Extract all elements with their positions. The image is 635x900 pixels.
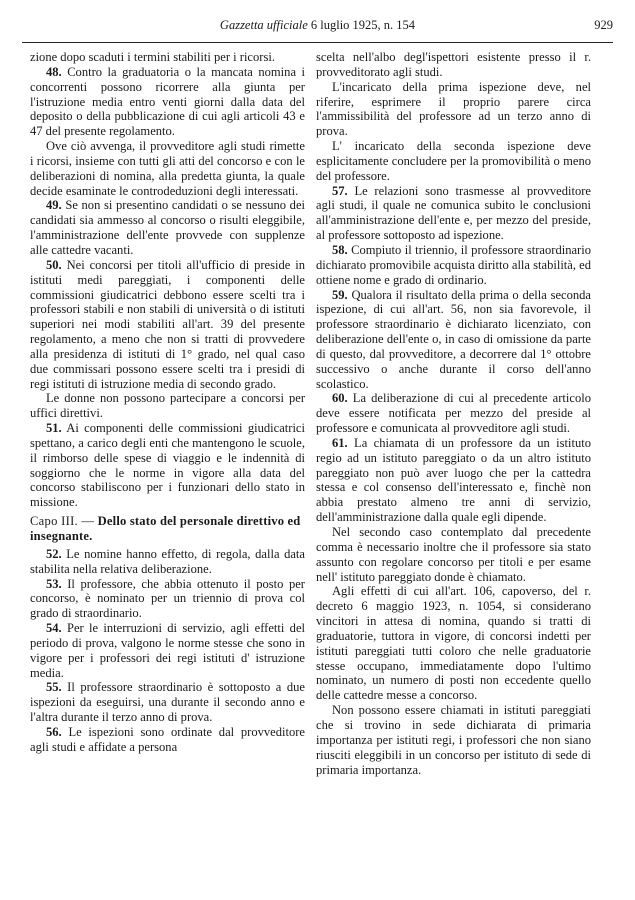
header-title-date: 6 luglio 1925, n. 154 (307, 18, 416, 32)
article-text: Ai componenti delle commissioni giudicatrici spettano, a carico degli enti che mantengono le scuole, il rimborso delle spese di viaggio e le indennità di soggiorno che le norme in vigore alla data del concorso stabiliscono per i funzionari dello stato in missione. (30, 421, 305, 510)
page-number: 929 (594, 18, 613, 32)
article-number: 53. (46, 576, 62, 591)
chapter-title: Dello stato del personale direttivo ed insegnante. (30, 514, 301, 543)
article-49 (30, 198, 305, 257)
article-text: Le ispezioni sono ordinate dal provveditore agli studi e affidate a persona (30, 724, 305, 754)
article-text: Qualora il risultato della prima o della seconda ispezione, di cui all'art. 56, non sia favorevole, il professore straordinario è dichiarato licenziato, con deliberazione dell'ente o, in caso di omissione da parte di questo, dal provveditore, a decorrere dal 1° ottobre successivo o anche durante il corso dell'anno scolastico. (316, 287, 591, 391)
chapter-heading (30, 514, 305, 544)
paragraph: Ove ciò avvenga, il provveditore agli studi rimette i ricorsi, insieme con tutti gli atti del concorso e con le deliberazioni di nomina, alla predetta giunta, la quale decide esaminate le controdeduzioni degli interessati. (30, 139, 305, 198)
article-number: 59. (332, 287, 348, 302)
article-text: Il professore, che abbia ottenuto il posto per concorso, è nominato per un triennio di prova col grado di straordinario. (30, 576, 305, 621)
paragraph: zione dopo scaduti i termini stabiliti per i ricorsi. (30, 50, 275, 64)
article-58 (316, 243, 591, 288)
paragraph: scelta nell'albo degl'ispettori esistente presso il r. provveditorato agli studi. (316, 50, 591, 79)
article-53 (30, 577, 305, 622)
chapter-number: Capo III. — (30, 514, 95, 529)
article-48 (30, 65, 305, 139)
article-59 (316, 288, 591, 392)
article-50 (30, 258, 305, 392)
paragraph: Nel secondo caso contemplato dal precedente comma è necessario inoltre che il professore sia stato assunto con regolare concorso per titoli e per esame nell' istituto pareggiato donde è chiamato. (316, 525, 591, 584)
article-51 (30, 421, 305, 510)
article-number: 49. (46, 198, 62, 213)
article-60 (316, 391, 591, 436)
paragraph: L'incaricato della prima ispezione deve, nel riferire, esprimere il proprio parere circa l'ammissibilità del professore ad un terzo anno di prova. (316, 79, 591, 139)
article-56 (30, 725, 305, 755)
article-55 (30, 680, 305, 725)
header-title-italic: Gazzetta ufficiale (219, 18, 308, 32)
article-number: 57. (332, 183, 348, 198)
article-number: 51. (46, 421, 62, 436)
article-57 (316, 184, 591, 243)
paragraph: Agli effetti di cui all'art. 106, capoverso, del r. decreto 6 maggio 1923, n. 1054, si considerano vincitori in attesa di nomina, quando si tratti di graduatorie, tuttora in vigore, di concorsi indetti per istituti pareggiati tutti coloro che nelle graduatorie stesse occupano, immediatamente dopo l'ultimo nominato, un numero di posti non eccedente quello delle cattedre messe a concorso. (316, 584, 591, 703)
article-text: Se non si presentino candidati o se nessuno dei candidati sia ammesso al concorso o risulti eleggibile, l'amministrazione dell'ente provvede con supplenze alle cattedre vacanti. (30, 198, 305, 257)
paragraph: Le donne non possono partecipare a concorsi per uffici direttivi. (30, 391, 305, 421)
right-column (316, 50, 591, 880)
header-title (22, 18, 613, 33)
left-column (30, 50, 305, 880)
article-text: Compiuto il triennio, il professore straordinario dichiarato promovibile acquista diritto alla stabilità, ed ottiene nome e grado di ordinario. (316, 242, 591, 287)
article-number: 48. (46, 64, 62, 79)
article-number: 56. (46, 724, 62, 739)
paragraph: Non possono essere chiamati in istituti pareggiati che si trovino in sede dichiarata di primaria importanza per istituti regi, i professori che non siano riusciti eleggibili in un concorso per istituto di sede di primaria importanza. (316, 703, 591, 777)
article-61 (316, 436, 591, 525)
article-number: 60. (332, 391, 348, 406)
article-text: Per le interruzioni di servizio, agli effetti del periodo di prova, valgono le norme stesse che sono in vigore per i professori dei regi istituti d' istruzione media. (30, 621, 305, 680)
paragraph: L' incaricato della seconda ispezione deve esplicitamente concludere per la promovibilità o meno del professore. (316, 139, 591, 183)
article-text: Contro la graduatoria o la mancata nomina i concorrenti possono ricorrere alla giunta per l'istruzione media entro venti giorni dalla data del deposito o della pubblicazione di cui agli articoli 43 e 47 del presente regolamento. (30, 64, 305, 139)
article-text: Le relazioni sono trasmesse al provveditore agli studi, il quale ne comunica subito le conclusioni all'amministrazione dell'ente e, per mezzo del preside, al professore sottoposto ad ispezione. (316, 183, 591, 243)
article-number: 52. (46, 546, 62, 561)
article-text: La deliberazione di cui al precedente articolo deve essere notificata per mezzo del preside al professore e comunicata al provveditore agli studi. (316, 391, 591, 436)
article-number: 61. (332, 435, 348, 450)
article-text: La chiamata di un professore da un istituto regio ad un istituto pareggiato o da un altro istituto pareggiato non può aver luogo che per la cattedra stessa e col consenso dell'interessato e, finchè non abbia prestato almeno tre anni di servizio, dell'amministrazione dalla quale egli dipende. (316, 435, 591, 525)
page-header (22, 14, 613, 43)
article-text: Il professore straordinario è sottoposto a due ispezioni da eseguirsi, una durante il secondo anno e l'altra durante il terzo anno di prova. (30, 680, 305, 725)
article-text: Nei concorsi per titoli all'ufficio di preside in istituti medi pareggiati, i componenti delle commissioni giudicatrici debbono essere scelti tra i professori stabili e non stabili di università o di istituti superiori nei modi stabiliti all'art. 39 del presente regolamento, a meno che non si tratti di provvedere alla presidenza di istituti di 1° grado, nel qual caso due commissari possono essere scelti tra i presidi di regi istituti di istruzione media di secondo grado. (30, 257, 305, 391)
article-number: 54. (46, 621, 62, 636)
article-54 (30, 621, 305, 680)
article-text: Le nomine hanno effetto, di regola, dalla data stabilita nella relativa deliberazione. (30, 546, 305, 576)
article-52 (30, 547, 305, 577)
article-number: 50. (46, 257, 62, 272)
article-number: 55. (46, 680, 62, 695)
article-number: 58. (332, 242, 348, 257)
